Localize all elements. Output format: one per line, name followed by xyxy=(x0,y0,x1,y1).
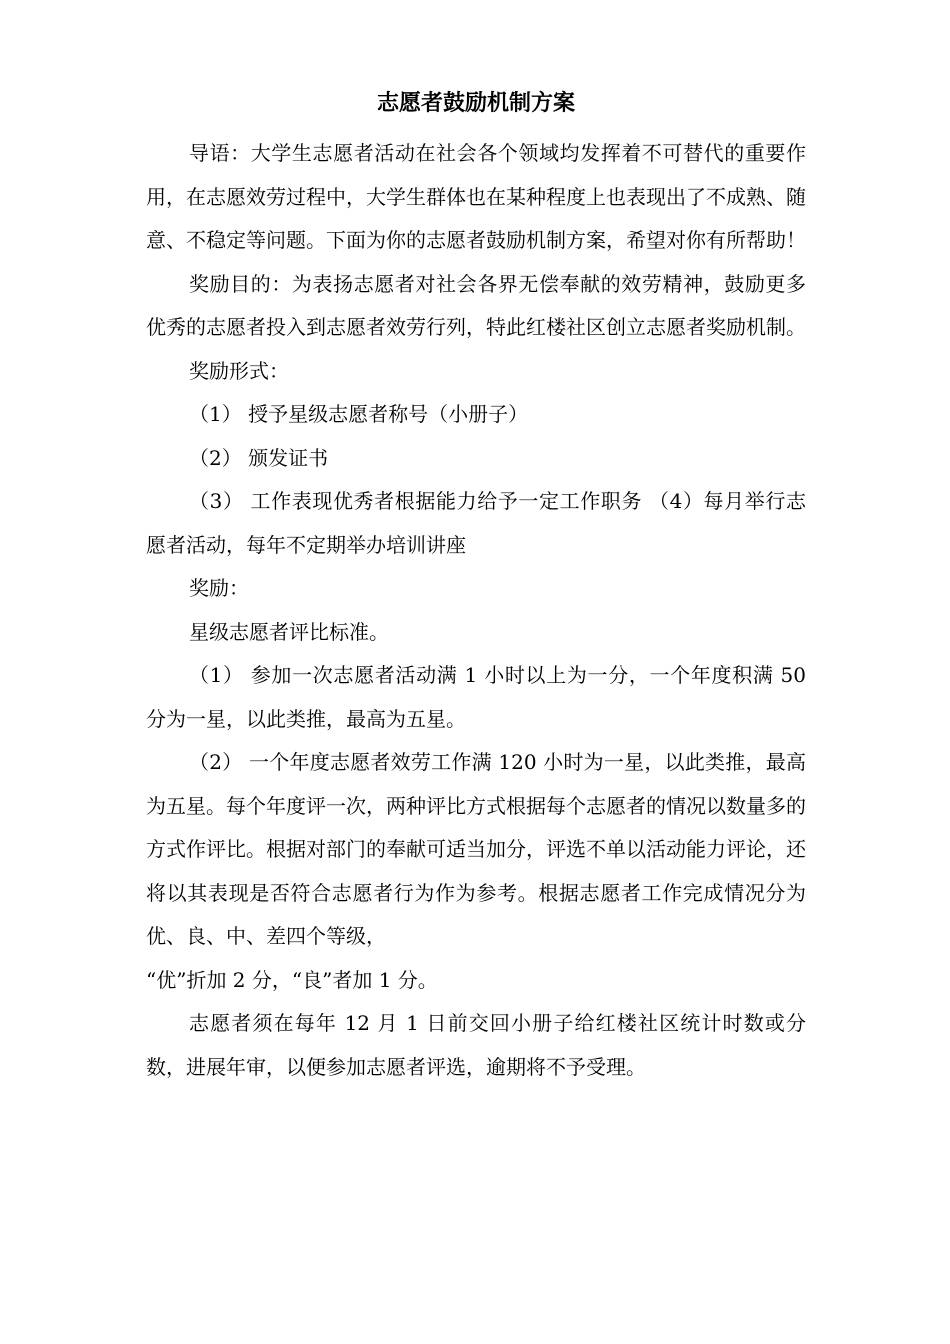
form-item-1: （1） 授予星级志愿者称号（小册子） xyxy=(189,402,529,426)
reward-heading: 奖励： xyxy=(189,576,249,600)
document-title: 志愿者鼓励机制方案 xyxy=(376,91,575,116)
criteria-heading: 星级志愿者评比标准。 xyxy=(189,619,389,644)
form-item-2: （2） 颁发证书 xyxy=(189,445,329,470)
grade-bonus-line: “优”折加 2 分，“良”者加 1 分。 xyxy=(146,967,438,992)
form-heading: 奖励形式： xyxy=(189,358,289,383)
criteria-item-1: （1） 参加一次志愿者活动满 1 小时以上为一分，一个年度积满 50 分为一星，以此类推，最高为五星。 xyxy=(146,663,806,731)
intro-paragraph: 导语：大学生志愿者活动在社会各个领域均发挥着不可替代的重要作用，在志愿效劳过程中，大学生群体也在某种程度上也表现出了不成熟、随意、不稳定等问题。下面为你的志愿者鼓励机制方案，希望对你有所帮助！ xyxy=(146,141,806,252)
document-page xyxy=(146,88,806,1089)
form-item-3-4: （3） 工作表现优秀者根据能力给予一定工作职务 （4）每月举行志愿者活动，每年不定期举办培训讲座 xyxy=(146,489,806,557)
deadline-paragraph: 志愿者须在每年 12 月 1 日前交回小册子给红楼社区统计时数或分数，进展年审，以便参加志愿者评选，逾期将不予受理。 xyxy=(146,1011,806,1079)
purpose-paragraph: 奖励目的：为表扬志愿者对社会各界无偿奉献的效劳精神，鼓励更多优秀的志愿者投入到志愿者效劳行列，特此红楼社区创立志愿者奖励机制。 xyxy=(146,271,806,339)
criteria-item-2: （2） 一个年度志愿者效劳工作满 120 小时为一星，以此类推，最高为五星。每个年度评一次，两种评比方式根据每个志愿者的情况以数量多的方式作评比。根据对部门的奉献可适当加分，评选不单以活动能力评论，还将以其表现是否符合志愿者行为作为参考。根据志愿者工作完成情况分为优、良、中、差四个等级， xyxy=(146,750,806,948)
